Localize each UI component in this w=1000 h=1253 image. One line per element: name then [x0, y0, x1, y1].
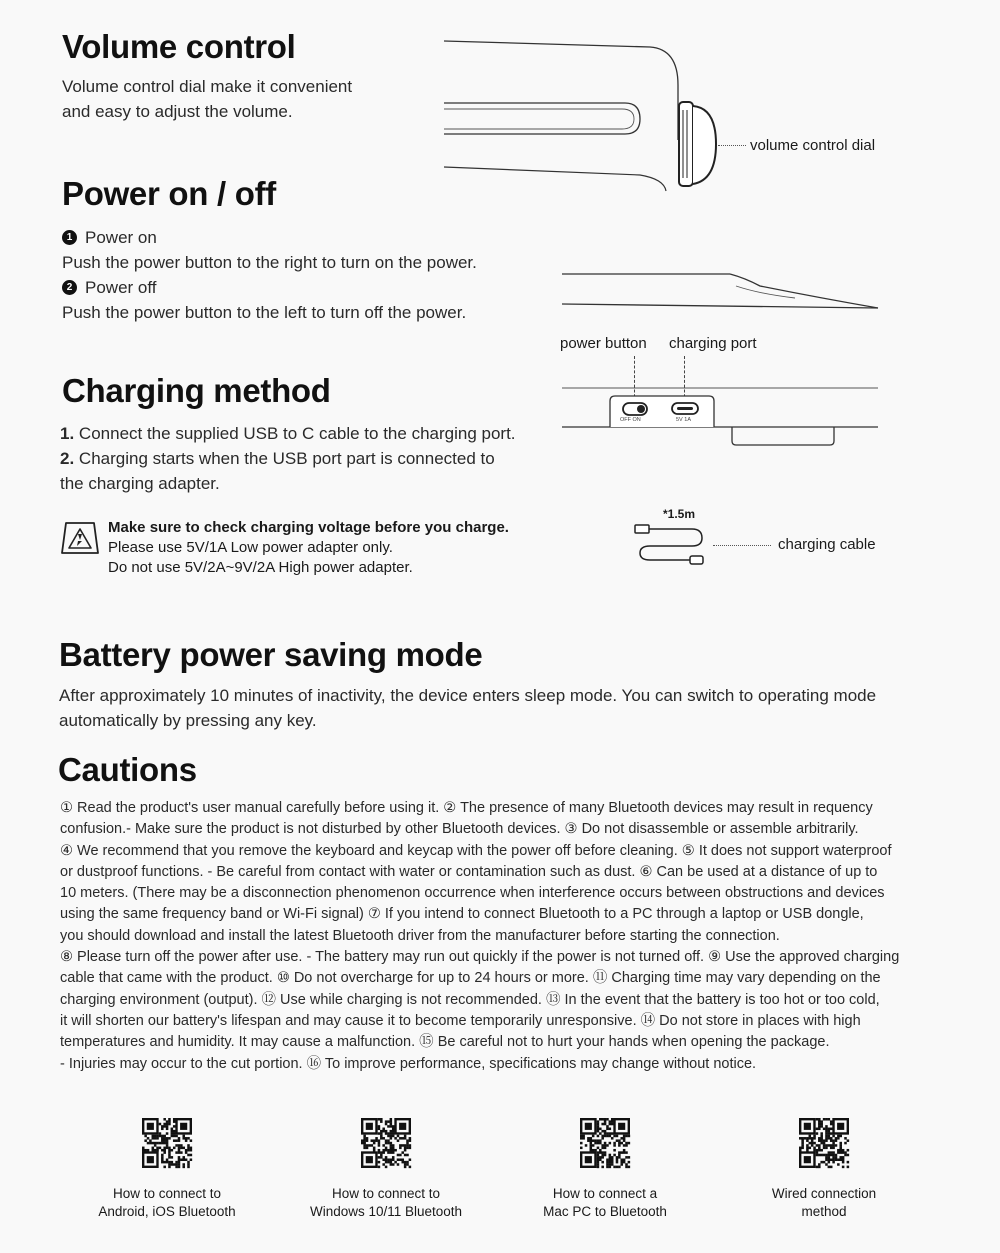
- cable-leader-line: [713, 545, 771, 546]
- volume-desc-line: and easy to adjust the volume.: [62, 102, 293, 121]
- usb-c-port-icon: [671, 402, 701, 416]
- volume-description: [62, 74, 352, 124]
- charging-title: Charging method: [62, 372, 331, 409]
- volume-dial-icon: [676, 98, 720, 190]
- charging-warning: [108, 518, 509, 578]
- charging-step: 2. Charging starts when the USB port part is connected to: [60, 449, 495, 468]
- battery-section: [59, 636, 939, 733]
- qr-caption-android: How to connect to Android, iOS Bluetooth: [98, 1186, 236, 1219]
- caution-line: - Injuries may occur to the cut portion. ⑯ To improve performance, specifications may change without notice.: [60, 1055, 757, 1072]
- charging-section: [62, 372, 331, 410]
- power-switch-icon: [621, 401, 651, 417]
- caution-line: cable that came with the product. ⑩ Do not overcharge for up to 24 hours or more. ⑪ Charging time may vary depending on the: [60, 970, 881, 987]
- warning-line: Do not use 5V/2A~9V/2A High power adapter.: [108, 559, 413, 576]
- qr-code-windows-icon[interactable]: [361, 1118, 411, 1173]
- charging-cable-icon: [632, 520, 712, 568]
- battery-title: Battery power saving mode: [59, 636, 483, 673]
- cautions-list: [60, 798, 980, 1075]
- volume-desc-line: Volume control dial make it convenient: [62, 77, 353, 96]
- power-button-label: power button: [560, 335, 647, 352]
- power-off-heading: [62, 275, 477, 300]
- caution-line: you should download and install the latest Bluetooth driver from the manufacturer before starting the connection.: [60, 927, 780, 944]
- charging-step-continued: the charging adapter.: [60, 474, 220, 493]
- dial-leader-line: [718, 145, 746, 146]
- power-title: Power on / off: [62, 175, 276, 212]
- volume-dial-label: volume control dial: [750, 137, 876, 154]
- power-on-heading: [62, 225, 477, 250]
- qr-code-android-icon[interactable]: [142, 1118, 192, 1173]
- caution-line: 10 meters. (There may be a disconnection phenomenon occurrence when interference occurs between obstructions and devices: [60, 885, 885, 902]
- cable-length: *1.5m: [663, 507, 696, 521]
- charging-steps: [60, 421, 540, 496]
- power-off-description: Push the power button to the left to turn off the power.: [62, 303, 467, 322]
- keyboard-edge-illustration: [560, 268, 890, 318]
- power-off-label: Power off: [85, 278, 157, 297]
- caution-line: ⑧ Please turn off the power after use. - The battery may run out quickly if the power is not turned off. ⑨ Use the approved charging: [60, 949, 900, 966]
- number-one-icon: 1: [62, 230, 77, 245]
- port-marking: 5V 1A: [676, 417, 691, 423]
- volume-section: [62, 28, 352, 124]
- volume-title: Volume control: [62, 28, 296, 65]
- cautions-section: [58, 751, 197, 789]
- power-on-description: Push the power button to the right to turn on the power.: [62, 253, 477, 272]
- battery-description: After approximately 10 minutes of inactivity, the device enters sleep mode. You can switch to operating mode automatically by pressing any key.: [59, 686, 877, 730]
- caution-line: temperatures and humidity. It may cause a malfunction. ⑮ Be careful not to hurt your hands when opening the package.: [60, 1034, 830, 1051]
- caution-line: using the same frequency band or Wi-Fi signal) ⑦ If you intend to connect Bluetooth to a PC through a laptop or USB dongle,: [60, 906, 864, 923]
- charging-cable-label: charging cable: [778, 536, 876, 553]
- caution-line: ① Read the product's user manual carefully before using it. ② The presence of many Bluetooth devices may result in requency: [60, 800, 873, 816]
- qr-caption-wired: Wired connection method: [771, 1186, 877, 1219]
- qr-caption-mac: How to connect a Mac PC to Bluetooth: [543, 1186, 667, 1219]
- power-on-label: Power on: [85, 228, 157, 247]
- qr-caption-windows: How to connect to Windows 10/11 Bluetooth: [309, 1186, 463, 1219]
- warning-line: Please use 5V/1A Low power adapter only.: [108, 539, 393, 556]
- caution-line: or dustproof functions. - Be careful from contact with water or contamination such as dust. ⑥ Can be used at a distance of up to: [60, 863, 878, 880]
- number-two-icon: 2: [62, 280, 77, 295]
- charging-port-label: charging port: [669, 335, 757, 352]
- keyboard-back-illustration: [560, 385, 880, 450]
- warning-title: Make sure to check charging voltage before you charge.: [108, 519, 509, 536]
- caution-line: confusion.- Make sure the product is not disturbed by other Bluetooth devices. ③ Do not disassemble or assemble arbitrarily.: [60, 821, 859, 838]
- qr-code-wired-icon[interactable]: [799, 1118, 849, 1173]
- qr-code-mac-icon[interactable]: [580, 1118, 630, 1173]
- warning-icon: [58, 519, 100, 557]
- caution-line: ④ We recommend that you remove the keyboard and keycap with the power off before cleaning. ⑤ It does not support waterproof: [60, 842, 892, 859]
- power-section: [62, 175, 477, 325]
- keyboard-side-illustration: [440, 35, 700, 200]
- charging-step: 1. Connect the supplied USB to C cable to the charging port.: [60, 424, 516, 443]
- cautions-title: Cautions: [58, 751, 197, 788]
- switch-marking: OFF ON: [620, 417, 641, 423]
- caution-line: charging environment (output). ⑫ Use while charging is not recommended. ⑬ In the event that the battery is too hot or too cold,: [60, 991, 880, 1008]
- caution-line: it will shorten our battery's lifespan and may cause it to become temporarily unresponsive. ⑭ Do not store in places with high: [60, 1012, 861, 1029]
